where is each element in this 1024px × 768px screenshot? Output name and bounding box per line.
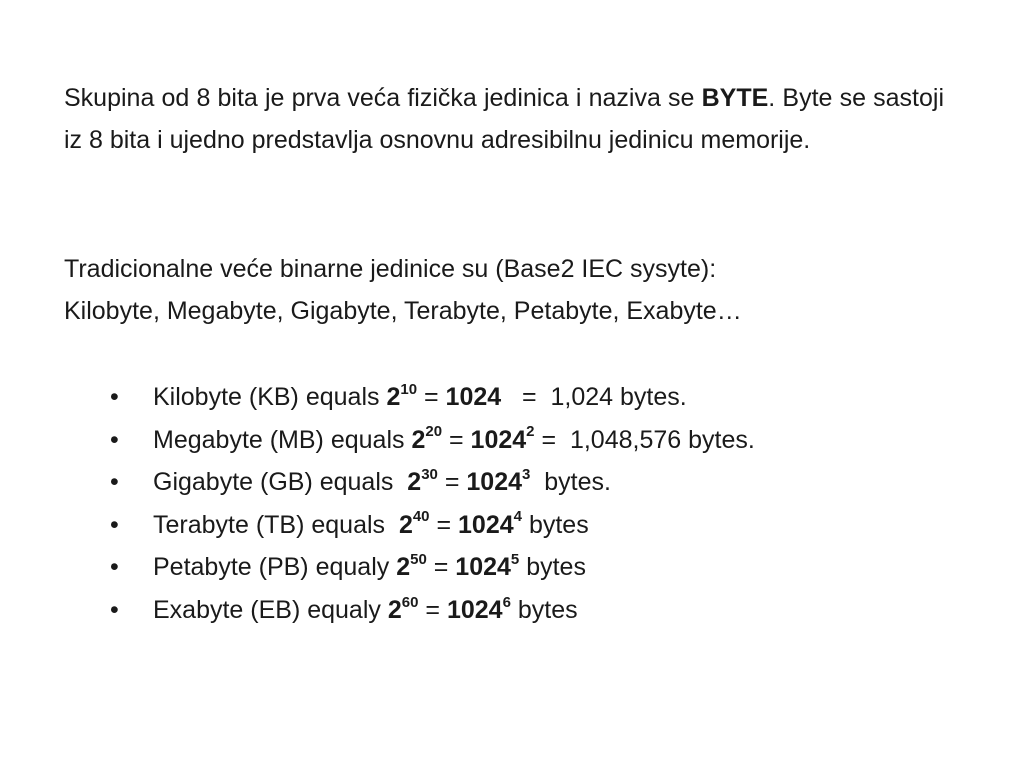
- unit-base: 2: [398, 510, 413, 539]
- bullet-icon: •: [110, 383, 119, 411]
- unit-label: Exabyte (EB) equaly: [153, 595, 388, 624]
- unit-eq: =: [429, 510, 459, 539]
- unit-value-exponent: 5: [510, 551, 520, 569]
- unit-value-exponent: 2: [526, 423, 535, 441]
- unit-exponent: 10: [400, 380, 418, 398]
- bullet-icon: •: [110, 553, 119, 582]
- units-list: [110, 376, 755, 632]
- unit-suffix: = 1,024 bytes.: [501, 383, 687, 411]
- unit-exponent: 40: [412, 508, 430, 526]
- bullet-icon: •: [110, 510, 119, 539]
- unit-value: 1024: [458, 510, 514, 539]
- paragraph1-text-b: . Byte se sastoji iz 8 bita i ujedno predstavlja osnovnu adresibilnu jedinicu memorije.: [64, 84, 945, 154]
- unit-value: 1024: [445, 383, 502, 411]
- paragraph-binary-units: [64, 248, 944, 332]
- unit-label: Terabyte (TB) equals: [153, 510, 399, 539]
- list-item: [110, 504, 755, 547]
- unit-base: 2: [386, 383, 401, 411]
- paragraph2-line2: Kilobyte, Megabyte, Gigabyte, Terabyte, Petabyte, Exabyte…: [64, 297, 742, 325]
- unit-label: Petabyte (PB) equaly: [153, 553, 397, 582]
- unit-base: 2: [407, 468, 422, 497]
- unit-eq: =: [437, 468, 467, 497]
- unit-suffix: bytes: [510, 595, 578, 624]
- bullet-icon: •: [110, 425, 119, 454]
- unit-exponent: 50: [410, 551, 427, 569]
- unit-value: 1024: [470, 425, 527, 454]
- unit-value: 1024: [446, 595, 503, 624]
- unit-suffix: bytes: [519, 553, 586, 582]
- bullet-icon: •: [110, 468, 119, 497]
- list-item: [110, 376, 755, 419]
- unit-eq: =: [417, 383, 446, 411]
- list-item: [110, 419, 755, 462]
- unit-exponent: 30: [421, 465, 438, 483]
- unit-suffix: = 1,048,576 bytes.: [534, 425, 755, 454]
- paragraph2-line1: Tradicionalne veće binarne jedinice su (Base2 IEC sysyte):: [64, 255, 717, 283]
- list-item: [110, 589, 755, 632]
- paragraph1-text-a: Skupina od 8 bita je prva veća fizička jedinica i naziva se: [64, 84, 702, 112]
- unit-suffix: bytes: [522, 510, 589, 539]
- unit-value: 1024: [466, 468, 523, 497]
- paragraph-byte-definition: [64, 77, 944, 161]
- unit-eq: =: [442, 425, 471, 454]
- list-item: [110, 546, 755, 589]
- unit-suffix: bytes.: [530, 468, 611, 497]
- unit-label: Megabyte (MB) equals: [153, 425, 412, 454]
- unit-label: Kilobyte (KB) equals: [153, 383, 387, 411]
- byte-term: BYTE: [701, 84, 769, 112]
- unit-value-exponent: 3: [522, 465, 531, 483]
- unit-base: 2: [411, 425, 426, 454]
- unit-label: Gigabyte (GB) equals: [153, 468, 408, 497]
- unit-eq: =: [426, 553, 456, 582]
- unit-exponent: 20: [425, 423, 443, 441]
- unit-eq: =: [418, 595, 447, 624]
- unit-exponent: 60: [401, 593, 419, 611]
- unit-base: 2: [387, 595, 402, 624]
- unit-value-exponent: 4: [513, 508, 522, 526]
- unit-value: 1024: [455, 553, 511, 582]
- list-item: [110, 461, 755, 504]
- unit-value-exponent: 6: [502, 593, 511, 611]
- unit-base: 2: [396, 553, 411, 582]
- bullet-icon: •: [110, 595, 119, 624]
